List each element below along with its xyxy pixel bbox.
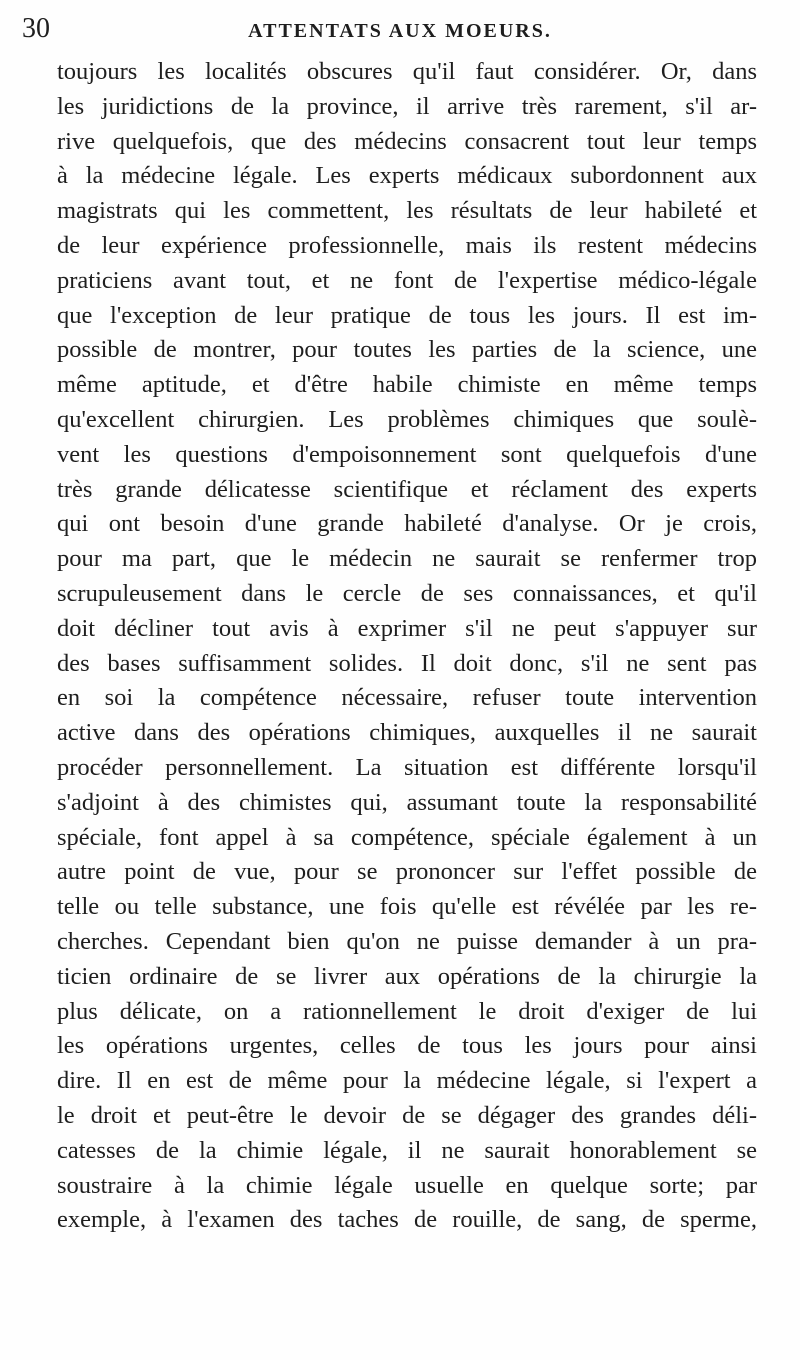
text-line: très grande délicatesse scientifique et réclament des experts: [57, 475, 757, 503]
text-line: spéciale, font appel à sa compétence, spéciale également à un: [57, 823, 757, 851]
text-line: s'adjoint à des chimistes qui, assumant toute la responsabilité: [57, 788, 757, 816]
text-line: cherches. Cependant bien qu'on ne puisse demander à un pra-: [57, 927, 757, 955]
page-header: [0, 10, 800, 50]
text-line: les opérations urgentes, celles de tous les jours pour ainsi: [57, 1032, 757, 1060]
text-line: soustraire à la chimie légale usuelle en quelque sorte; par: [57, 1171, 757, 1199]
text-line: possible de montrer, pour toutes les parties de la science, une: [57, 336, 757, 364]
text-line: des bases suffisamment solides. Il doit donc, s'il ne sent pas: [57, 649, 757, 677]
text-line: rive quelquefois, que des médecins consacrent tout leur temps: [57, 127, 757, 155]
text-line: procéder personnellement. La situation est différente lorsqu'il: [57, 753, 757, 781]
text-line: ticien ordinaire de se livrer aux opérations de la chirurgie la: [57, 962, 757, 990]
text-line: telle ou telle substance, une fois qu'elle est révélée par les re-: [57, 893, 757, 921]
text-line: exemple, à l'examen des taches de rouille, de sang, de sperme,: [57, 1206, 757, 1234]
text-line: active dans des opérations chimiques, auxquelles il ne saurait: [57, 719, 757, 747]
text-line: catesses de la chimie légale, il ne saurait honorablement se: [57, 1136, 757, 1164]
text-line: pour ma part, que le médecin ne saurait se renfermer trop: [57, 545, 757, 573]
text-line: praticiens avant tout, et ne font de l'expertise médico-légale: [57, 266, 757, 294]
text-line: les juridictions de la province, il arrive très rarement, s'il ar-: [57, 92, 757, 120]
text-line: plus délicate, on a rationnellement le droit d'exiger de lui: [57, 997, 757, 1025]
text-line: dire. Il en est de même pour la médecine légale, si l'expert a: [57, 1067, 757, 1095]
text-line: à la médecine légale. Les experts médicaux subordonnent aux: [57, 162, 757, 190]
text-line: même aptitude, et d'être habile chimiste en même temps: [57, 371, 757, 399]
text-line: le droit et peut-être le devoir de se dégager des grandes déli-: [57, 1101, 757, 1129]
text-line: toujours les localités obscures qu'il faut considérer. Or, dans: [57, 58, 757, 85]
text-line: autre point de vue, pour se prononcer sur l'effet possible de: [57, 858, 757, 886]
text-line: qu'excellent chirurgien. Les problèmes chimiques que soulè-: [57, 405, 757, 433]
text-line: scrupuleusement dans le cercle de ses connaissances, et qu'il: [57, 579, 757, 607]
text-line: que l'exception de leur pratique de tous les jours. Il est im-: [57, 301, 757, 329]
text-line: doit décliner tout avis à exprimer s'il ne peut s'appuyer sur: [57, 614, 757, 642]
text-line: en soi la compétence nécessaire, refuser toute intervention: [57, 684, 757, 712]
text-line: de leur expérience professionnelle, mais ils restent médecins: [57, 231, 757, 259]
text-line: vent les questions d'empoisonnement sont quelquefois d'une: [57, 440, 757, 468]
text-line: qui ont besoin d'une grande habileté d'analyse. Or je crois,: [57, 510, 757, 538]
text-line: magistrats qui les commettent, les résultats de leur habileté et: [57, 197, 757, 225]
running-title: ATTENTATS AUX MOEURS.: [248, 20, 552, 42]
body-text: [57, 55, 757, 1238]
page-number: 30: [22, 13, 50, 44]
